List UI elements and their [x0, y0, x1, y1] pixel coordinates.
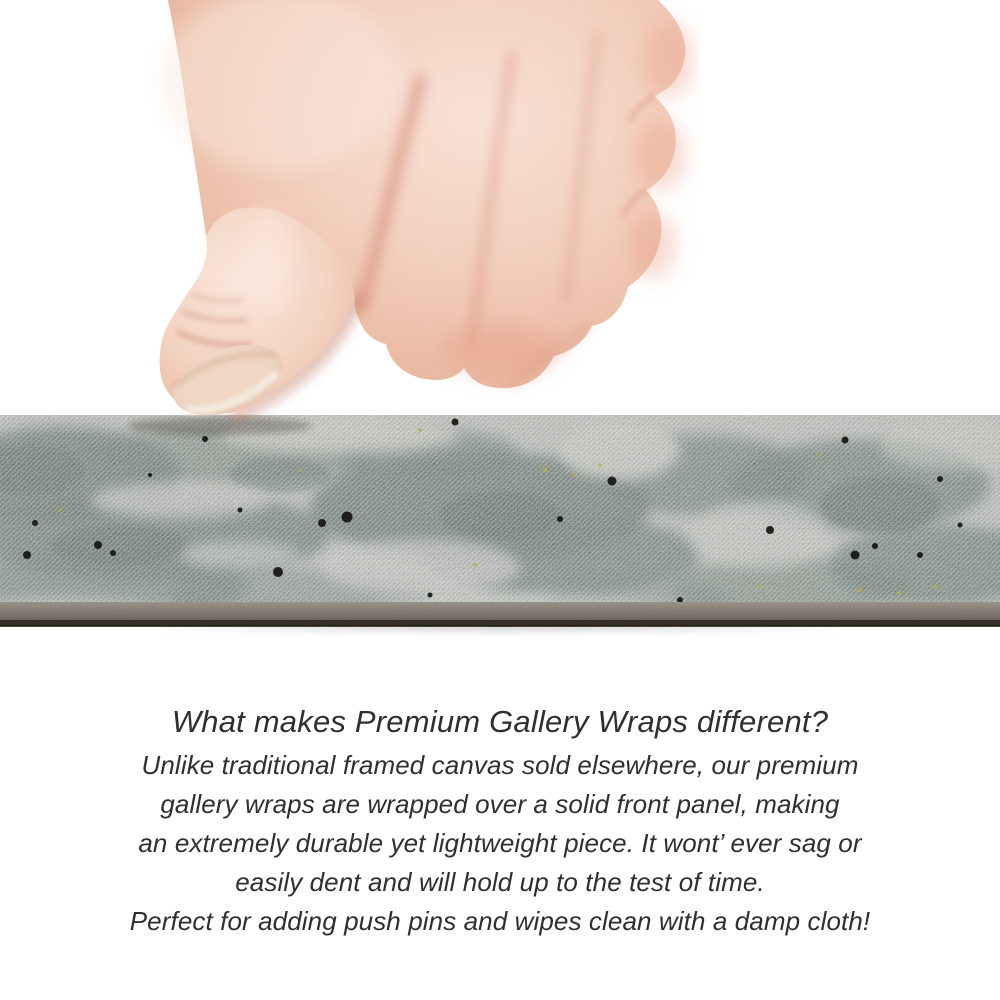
caption — [0, 700, 1000, 941]
caption-line-3: an extremely durable yet lightweight piece. It wont’ ever sag or — [138, 828, 862, 858]
canvas-texture — [0, 415, 1000, 629]
thumb-contact-shadow — [128, 417, 312, 435]
caption-line-5: Perfect for adding push pins and wipes clean with a damp cloth! — [129, 906, 871, 936]
canvas-edge-strip — [0, 415, 1000, 629]
hand-photo — [120, 0, 700, 440]
caption-line-1: Unlike traditional framed canvas sold elsewhere, our premium — [141, 750, 859, 780]
caption-line-2: gallery wraps are wrapped over a solid front panel, making — [160, 789, 840, 819]
caption-title: What makes Premium Gallery Wraps different? — [171, 704, 829, 739]
caption-line-4: easily dent and will hold up to the test of time. — [235, 867, 765, 897]
